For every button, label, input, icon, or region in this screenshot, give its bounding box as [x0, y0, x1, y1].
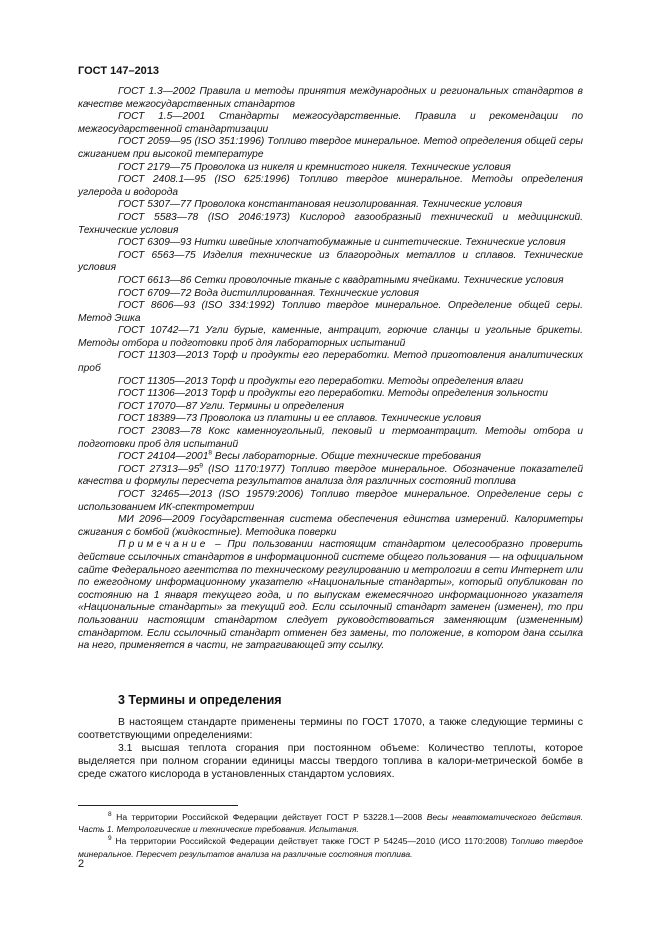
- footnote-number: 9: [108, 835, 112, 843]
- reference-code: МИ 2096—2009: [118, 514, 195, 526]
- footnotes: [78, 811, 583, 860]
- reference-title: Весы лабораторные. Общие технические требования: [212, 451, 481, 463]
- reference-title: Нитки швейные хлопчатобумажные и синтетические. Технические условия: [191, 237, 566, 249]
- footnote-italic: Топливо твердое минеральное. Пересчет результатов анализа на различные состояния топлива.: [78, 836, 583, 859]
- reference-title: Торф и продукты его переработки. Методы определения влаги: [207, 375, 524, 387]
- reference-title: Государственная система обеспечения единства измерений. Калориметры сжигания с бомбой (жидкостные). Методика поверки: [78, 514, 583, 538]
- section-intro: В настоящем стандарте применены термины по ГОСТ 17070, а также следующие термины с соответствующими определениями:: [78, 717, 583, 741]
- term-3-1: 3.1 высшая теплота сгорания при постоянном объеме: Количество теплоты, которое выделяется при полном сгорании единицы массы твердого топлива в калори-метрической бомбе в среде сжатого кислорода в установленных стандартом условиях.: [78, 743, 583, 780]
- reference-title: Топливо твердое минеральное. Определение серы с использованием ИК-спектрометрии: [78, 489, 583, 513]
- footnote-lead: На территории Российской Федерации действует также ГОСТ Р 54245—2010 (ИСО 1170:2008): [111, 836, 511, 847]
- reference-title: Топливо твердое минеральное. Определение общей серы. Метод Эшка: [78, 300, 583, 324]
- reference-title: Торф и продукты его переработки. Метод приготовления аналитических проб: [78, 350, 584, 375]
- reference-title: Угли бурые, каменные, антрацит, горючие сланцы и угольные брикеты. Методы отбора и подготовки проб для лабораторных испытаний: [78, 325, 583, 349]
- note-label: Примечание: [118, 539, 209, 551]
- reference-title: Проволока из платины и ее сплавов. Технические условия: [197, 413, 482, 425]
- reference-code: ГОСТ 18389—73: [118, 413, 198, 425]
- reference-item: [78, 489, 583, 514]
- section-body: [78, 716, 583, 781]
- reference-title: Проволока из никеля и кремнистого никеля. Технические условия: [191, 161, 511, 173]
- reference-item: [78, 288, 583, 301]
- reference-title: Проволока константановая неизолированная. Технические условия: [191, 199, 523, 211]
- reference-title: Правила и методы принятия международных и региональных стандартов в качестве межгосударственных стандартов: [78, 86, 583, 110]
- reference-code: ГОСТ 6613—86: [118, 274, 192, 286]
- reference-title: (ISO 1170:1977) Топливо твердое минеральное. Обозначение показателей качества и формулы пересчета результатов анализа для различных состояний топлива: [78, 463, 583, 488]
- reference-item: [78, 350, 583, 375]
- reference-item: [78, 237, 583, 250]
- section-title: 3 Термины и определения: [118, 693, 282, 707]
- reference-code: ГОСТ 8606—93 (ISO 334:1992): [118, 300, 275, 312]
- reference-title: Стандарты межгосударственные. Правила и рекомендации по межгосударственной стандартизации: [78, 111, 583, 135]
- footnote-lead: На территории Российской Федерации действует ГОСТ Р 53228.1—2008: [111, 812, 427, 822]
- footnote-italic: Весы неавтоматического действия. Часть 1. Метрологические и технические требования. Испытания.: [78, 812, 583, 835]
- reference-title: Угли. Термины и определения: [197, 400, 344, 412]
- reference-code: ГОСТ 2179—75: [118, 161, 192, 173]
- footnote-number: 8: [108, 811, 112, 819]
- reference-code: ГОСТ 11305—2013: [118, 375, 208, 387]
- reference-code: ГОСТ 1.3—2002: [118, 86, 196, 97]
- document-header: ГОСТ 147–2013: [78, 65, 160, 77]
- reference-title: Изделия технические из благородных металлов и сплавов. Технические условия: [78, 249, 583, 274]
- footnote-marker: 8: [208, 449, 213, 457]
- reference-title: Сетки проволочные тканые с квадратными ячейками. Технические условия: [191, 274, 564, 286]
- footnote-marker: 9: [199, 462, 203, 470]
- reference-item: [78, 136, 583, 161]
- reference-item: [78, 514, 583, 539]
- footnote: [78, 835, 583, 859]
- reference-item: [78, 401, 583, 414]
- reference-item: [78, 300, 583, 325]
- reference-title: Топливо твердое минеральное. Методы определения углерода и водорода: [78, 174, 583, 198]
- reference-title: Торф и продукты его переработки. Методы определения зольности: [207, 388, 548, 400]
- reference-code: ГОСТ 6563—75: [118, 249, 196, 261]
- reference-item: [78, 212, 583, 237]
- reference-item: [78, 325, 583, 350]
- reference-item: [78, 451, 583, 464]
- reference-code: ГОСТ 17070—87: [118, 400, 198, 412]
- note-text: – При пользовании настоящим стандартом целесообразно проверить действие ссылочных стандартов в информационной системе общего пользования — на официальном сайте Федерального агентства по техническому регулированию и метрологии в сети Интернет или по ежегодному информационному указателю «Национальные стандарты», который опубликован по состоянию на 1 января текущего года, и по выпускам ежемесячного информационного указателя «Национальные стандарты» за текущий год. Если ссылочный стандарт заменен (изменен), то при пользовании настоящим стандартом следует руководствоваться заменяющим (измененным) стандартом. Если ссылочный стандарт отменен без замены, то положение, в котором дана ссылка на него, применяется в части, не затрагивающей эту ссылку.: [78, 539, 583, 652]
- reference-code: ГОСТ 24104—2001: [118, 451, 209, 463]
- reference-title: Кислород газообразный технический и медицинский. Технические условия: [78, 211, 583, 236]
- reference-code: ГОСТ 6309—93: [118, 237, 192, 249]
- reference-code: ГОСТ 6709—72: [118, 287, 192, 299]
- note-paragraph: [78, 539, 583, 652]
- reference-item: [78, 86, 583, 111]
- reference-code: ГОСТ 1.5—2001: [118, 111, 206, 123]
- reference-code: ГОСТ 10742—71: [118, 325, 200, 337]
- reference-title: Топливо твердое минеральное. Метод определения общей серы сжиганием при высокой температуре: [78, 136, 583, 160]
- reference-item: [78, 162, 583, 175]
- reference-code: ГОСТ 11303—2013: [118, 350, 209, 362]
- reference-item: [78, 111, 583, 136]
- reference-code: ГОСТ 2059—95 (ISO 351:1996): [118, 136, 265, 148]
- footnote-divider: [78, 805, 238, 806]
- reference-code: ГОСТ 23083—78: [118, 426, 202, 438]
- reference-title: Вода дистиллированная. Технические условия: [191, 287, 419, 299]
- reference-item: [78, 199, 583, 212]
- reference-code: ГОСТ 11306—2013: [118, 388, 208, 400]
- footnote: [78, 811, 583, 835]
- reference-item: [78, 376, 583, 389]
- reference-item: [78, 174, 583, 199]
- reference-title: Кокс каменноугольный, пековый и термоантрацит. Методы отбора и подготовки проб для испытаний: [78, 426, 584, 450]
- reference-code: ГОСТ 2408.1—95 (ISO 625:1996): [118, 174, 290, 186]
- reference-code: ГОСТ 27313—95: [118, 463, 200, 475]
- reference-item: [78, 388, 583, 401]
- reference-item: [78, 413, 583, 426]
- reference-code: ГОСТ 32465—2013 (ISO 19579:2006): [118, 489, 304, 500]
- page-number: 2: [78, 858, 85, 870]
- reference-code: ГОСТ 5307—77: [118, 199, 192, 211]
- normative-references: [78, 86, 583, 653]
- reference-code: ГОСТ 5583—78 (ISO 2046:1973): [118, 211, 291, 223]
- reference-item: [78, 464, 583, 489]
- reference-item: [78, 426, 583, 451]
- reference-item: [78, 250, 583, 275]
- reference-item: [78, 275, 583, 288]
